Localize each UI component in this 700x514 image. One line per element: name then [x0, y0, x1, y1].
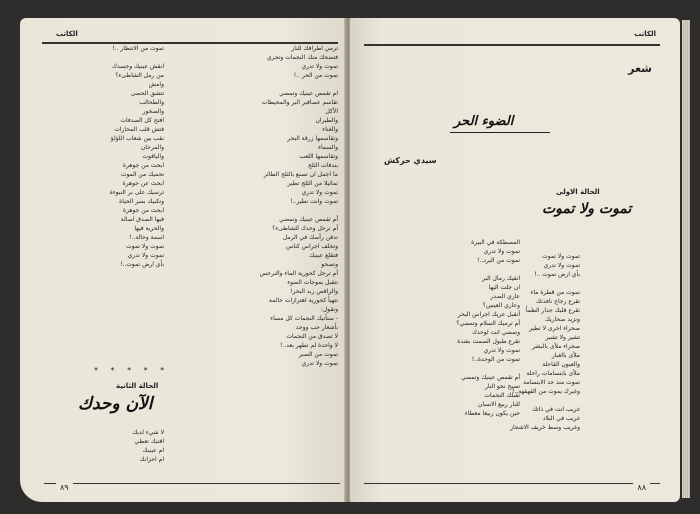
title-underline [450, 132, 550, 133]
poem-line: بأي ارض تموت ..! [534, 271, 580, 278]
poem-line: ملأى بالغبار [551, 352, 580, 359]
left-page-left-column [44, 44, 164, 269]
poem-line [390, 364, 520, 373]
poem-line: اتقيك رمال البر [482, 275, 520, 282]
poem-line: ابحث من جوهرة [122, 162, 164, 169]
poem-line: ابحث عن جوهرة [122, 180, 164, 187]
poem-line: والراقص زبد البحر! [289, 288, 338, 295]
poem-line: ترمي اطرافك للنار [291, 45, 338, 52]
poem-line: وتقول: [320, 306, 338, 313]
state-title: تموت ولا تموت [542, 201, 632, 217]
poem-line: لا تصدق من النجمات [286, 333, 338, 340]
poem-line: تموت ولا تموت [542, 253, 580, 260]
poem-line: والطحالب [139, 99, 164, 106]
right-footer-rule [364, 483, 660, 484]
poem-line: بأشعار حب ووجد [295, 324, 338, 331]
poem-line: تدفن رأسك في الرمل [282, 234, 338, 241]
poem-line: والغناء [322, 126, 338, 133]
poem-line: افتح كل الصدفات [120, 117, 164, 124]
left-page [20, 18, 346, 502]
right-page-number: ٨٨ [633, 483, 650, 492]
poem-line [188, 206, 338, 215]
poem-line: فتش قلب المحارات [114, 126, 164, 133]
poem-line: غريب انت في ذاتك [532, 406, 580, 413]
poem-line: ان جلت اليها [488, 284, 520, 291]
poem-line: عاري الصدر [490, 293, 520, 300]
section-heading: شعر [628, 62, 652, 75]
poem-line: وتزيد صحاريك [544, 316, 580, 323]
poem-line: ابحث من جوهرة [122, 207, 164, 214]
poem-line: تموت من الحر ..! [293, 72, 338, 79]
poem-line: نقب بين شعاب اللؤلؤ [110, 135, 164, 142]
poem-line: والياقوت [142, 153, 164, 160]
poem-line: تموت ولا تدري [483, 248, 520, 255]
poem-line: تموت ولا تدري [301, 360, 338, 367]
poem-line: غريب في البلاد [542, 415, 580, 422]
poem-line: تموت ولا تدري [127, 252, 164, 259]
poem-line: صحراء اخرى لا تطير [528, 325, 580, 332]
poem-line: أم تقمص عينيك وتمضي [461, 374, 520, 381]
poem-line: والصخور [142, 108, 164, 115]
poem-line: تموت من الوحدة..! [471, 356, 520, 363]
author-name: سيدي حركش [384, 156, 437, 165]
section-label: الحالة الثانية [116, 382, 159, 390]
poem-line: وغريب وسط خريف الاشجار [510, 424, 580, 431]
poem-line: حين يكون ربيعا معطاء [464, 410, 520, 417]
poem-line: المصطكة في البيرة [471, 239, 520, 246]
poem-line: تموت وانت تطير..! [290, 198, 338, 205]
poem-line: الأكل [325, 108, 338, 115]
right-page-left-column [390, 238, 520, 418]
poem-line: تقرع زجاج نافذتك [536, 298, 580, 305]
poem-line: تموت ولا تموت [126, 243, 164, 250]
poem-line: تقرع طبول الصمت بشدة [457, 338, 520, 345]
poem-line: تقبلك النجمات [484, 392, 520, 399]
poem-line: اقتبك تعطي [134, 438, 164, 445]
poem-line: تموت من قطرة ماء [530, 289, 580, 296]
poem-line: ما اجمل ان تصنع بالثلج الطائر [263, 171, 338, 178]
section-divider-stars: * * * * * [94, 366, 170, 375]
poem-line: تموت ولا تدري [483, 347, 520, 354]
poem-line: تموت منذ حد الابتسامة [523, 379, 580, 386]
poem-line: تموت من البرد..! [477, 257, 520, 264]
poem-line: تقاسم عصافير البر والمحيطات [261, 99, 338, 106]
poem-line: وتقاسمها زرقة البحر [287, 135, 338, 142]
poem-line: تماثيلا من الثلج تطير [287, 180, 338, 187]
poem-line: فيها الصدق اصالة [120, 216, 164, 223]
poem-line: انقش عينيك وجسدك [112, 63, 164, 70]
poem-line: - ستأتيك النجمات كل مساء [270, 315, 338, 322]
poem-line: تموت من الانتظار ..! [112, 45, 164, 52]
poem-line: ملأى بابتسامات راحلة [526, 370, 580, 377]
poem-line: فتضحك منك النجمات وتجري [266, 54, 338, 61]
poem-line: أم تقمص عينيك وتمضي [279, 216, 338, 223]
left-page-number: ٨٩ [56, 483, 73, 492]
poem-line: ام احزانك [139, 456, 164, 463]
poem-line: ام تقمص عينيك وتمضي [279, 90, 338, 97]
poem-line: وامش [148, 81, 164, 88]
left-footer-rule [44, 483, 340, 484]
poem-line: وتقاسمها اللعب [299, 153, 338, 160]
poem-line: تقرع قلبك جدار الظمأ [525, 307, 580, 314]
poem-line: وتصحو [321, 261, 338, 268]
poem-line: تتقبل بموجات الضوء [287, 279, 338, 286]
poem-line: تموت من الصبر [298, 351, 338, 358]
poem-line: أم ترحل وحدك للشاطىء؟ [272, 225, 338, 232]
poem-line: لا واحدة لم تطهر بعد..! [279, 342, 338, 349]
left-page-bottom-column [84, 428, 164, 464]
poem-line: للنار ربيع الانسان [477, 401, 520, 408]
poem-line: بأي ارض تموت..! [120, 261, 164, 268]
poem-line: والسماء [318, 144, 338, 151]
poem-line: تموت ولا تدري [301, 63, 338, 70]
poem-line: تتشق الحصى [130, 90, 164, 97]
poem-line: تصيح نحو النار [484, 383, 520, 390]
poem-line: والطيران [315, 117, 338, 124]
right-page [350, 18, 680, 502]
poem-line: لا شيء لديك [132, 429, 164, 436]
poem-line: تموت ولا تدري [543, 262, 580, 269]
poem-line: اسمة وحالة..! [129, 234, 164, 241]
poem-line: أم ترميك السلام وتمضي؟ [456, 320, 520, 327]
poem-line: وتخلف اجراس كناس [286, 243, 338, 250]
poem-line [390, 265, 520, 274]
poem-title: الضوء الحر [454, 114, 514, 129]
poem-line: ام عينيك [142, 447, 164, 454]
poem-line: بندفات الثلج [307, 162, 338, 169]
poem-line: تموت ولا تدري [301, 189, 338, 196]
poem-line: فتقلع عينيك [309, 252, 338, 259]
right-header-rule [364, 44, 660, 46]
poem-line: ترسيك على بر النبوءة [109, 189, 164, 196]
poem-line: والحرية فيها [134, 225, 164, 232]
poem-line [188, 80, 338, 89]
poem-line: وغيرك يموت من القهقهة..! [511, 388, 580, 395]
page-edges [682, 20, 690, 498]
section-title: الآن وحدك [78, 394, 153, 414]
left-page-right-column [188, 44, 338, 368]
poem-line: وتمضي انت لوحدك [471, 329, 520, 336]
poem-line: من رمل الشاطىء؟ [115, 72, 164, 79]
poem-line: وعاري العينين؟ [482, 302, 520, 309]
poem-line: تتهيأ كحورية اهتزازات حالمة [268, 297, 338, 304]
poem-line [44, 53, 164, 62]
state-label: الحالة الاولى [556, 188, 600, 196]
right-running-header: الكاتب [634, 30, 656, 38]
poem-line: والعيون القاحلة [542, 361, 580, 368]
poem-line: تشير ولا تشير [545, 334, 580, 341]
poem-line: والمرجان [140, 144, 164, 151]
left-running-header: الكاتب [56, 30, 78, 38]
poem-line: صحراء ملأى بالبشر [532, 343, 580, 350]
poem-line: أتقبل عريك اجراس البحر [457, 311, 520, 318]
poem-line: تحميك من الموت [120, 171, 164, 178]
poem-line: أم ترحل كحورية الماء والنرجس [259, 270, 338, 277]
poem-line: وتكبيك بسر الحياة [119, 198, 164, 205]
